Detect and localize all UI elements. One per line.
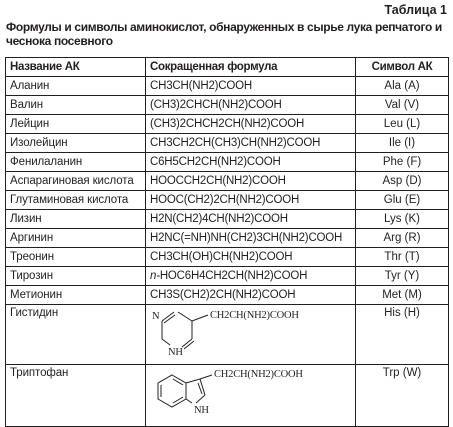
amino-acid-formula: H2N(CH2)4CH(NH2)COOH [146, 210, 356, 229]
indole-structure-diagram [150, 365, 350, 422]
amino-acid-name: Аланин [6, 77, 146, 96]
amino-acid-symbol: Met (M) [356, 286, 449, 305]
amino-acid-formula: CH3CH2CH(CH3)CH(NH2)COOH [146, 134, 356, 153]
amino-acid-formula: CH3S(CH2)2CH(NH2)COOH [146, 286, 356, 305]
table-caption: Формулы и символы аминокислот, обнаруженных в сырье лука репчатого и чеснока посевного [6, 20, 442, 48]
amino-acid-symbol: Lys (K) [356, 210, 449, 229]
table-row [6, 77, 449, 96]
amino-acid-name: Гистидин [6, 305, 146, 365]
ring-nh-label: NH [194, 405, 209, 416]
amino-acid-name: Валин [6, 96, 146, 115]
table-row [6, 153, 449, 172]
amino-acid-name: Лизин [6, 210, 146, 229]
table-row [6, 191, 449, 210]
amino-acid-name: Изолейцин [6, 134, 146, 153]
amino-acid-name: Треонин [6, 248, 146, 267]
amino-acid-name: Фенилаланин [6, 153, 146, 172]
table-row [6, 229, 449, 248]
table-row [6, 134, 449, 153]
header-formula: Сокращенная формула [146, 58, 356, 77]
amino-acid-symbol: Ala (A) [356, 77, 449, 96]
table-row [6, 96, 449, 115]
amino-acid-symbol: His (H) [356, 305, 449, 365]
amino-acid-name: Тирозин [6, 267, 146, 286]
amino-acid-symbol: Leu (L) [356, 115, 449, 134]
ring-n-label: N [152, 311, 160, 322]
imidazole-structure-diagram [150, 305, 350, 360]
amino-acid-symbol: Glu (E) [356, 191, 449, 210]
side-chain-label: CH2CH(NH2)COOH [210, 310, 299, 321]
amino-acid-symbol: Val (V) [356, 96, 449, 115]
table-row [6, 286, 449, 305]
amino-acid-symbol: Ile (I) [356, 134, 449, 153]
amino-acid-symbol: Phe (F) [356, 153, 449, 172]
table-row-histidine [6, 305, 449, 365]
table-row-tryptophan [6, 365, 449, 427]
histidine-structure [146, 305, 356, 365]
table-row [6, 115, 449, 134]
amino-acid-formula [146, 267, 356, 286]
para-prefix: n- [150, 270, 160, 282]
tryptophan-structure [146, 365, 356, 427]
amino-acid-name: Лейцин [6, 115, 146, 134]
table-row [6, 267, 449, 286]
amino-acid-formula: H2NC(=NH)NH(CH2)3CH(NH2)COOH [146, 229, 356, 248]
amino-acid-formula: CH3CH(OH)CH(NH2)COOH [146, 248, 356, 267]
amino-acid-name: Аспарагиновая кислота [6, 172, 146, 191]
ring-nh-label: NH [168, 347, 183, 358]
amino-acid-name: Глутаминовая кислота [6, 191, 146, 210]
table-row [6, 210, 449, 229]
amino-acid-formula: HOOC(CH2)2CH(NH2)COOH [146, 191, 356, 210]
amino-acid-formula: C6H5CH2CH(NH2)COOH [146, 153, 356, 172]
amino-acid-symbol: Asp (D) [356, 172, 449, 191]
side-chain-label: CH2CH(NH2)COOH [214, 369, 303, 380]
amino-acid-formula: HOOCCH2CH(NH2)COOH [146, 172, 356, 191]
amino-acid-symbol: Thr (T) [356, 248, 449, 267]
table-row [6, 172, 449, 191]
amino-acid-name: Метионин [6, 286, 146, 305]
amino-acid-name: Аргинин [6, 229, 146, 248]
header-symbol: Символ АК [356, 58, 449, 77]
amino-acid-symbol: Tyr (Y) [356, 267, 449, 286]
table-number: Таблица 1 [384, 3, 447, 17]
amino-acid-name: Триптофан [6, 365, 146, 427]
table-row [6, 248, 449, 267]
amino-acid-formula: (CH3)2CHCH(NH2)COOH [146, 96, 356, 115]
amino-acid-formula: CH3CH(NH2)COOH [146, 77, 356, 96]
table-header-row [6, 58, 449, 77]
amino-acid-symbol: Arg (R) [356, 229, 449, 248]
amino-acid-symbol: Trp (W) [356, 365, 449, 427]
amino-acid-table [5, 57, 449, 427]
formula-text: HOC6H4CH2CH(NH2)COOH [159, 270, 308, 282]
header-name: Название АК [6, 58, 146, 77]
amino-acid-formula: (CH3)2CHCH2CH(NH2)COOH [146, 115, 356, 134]
